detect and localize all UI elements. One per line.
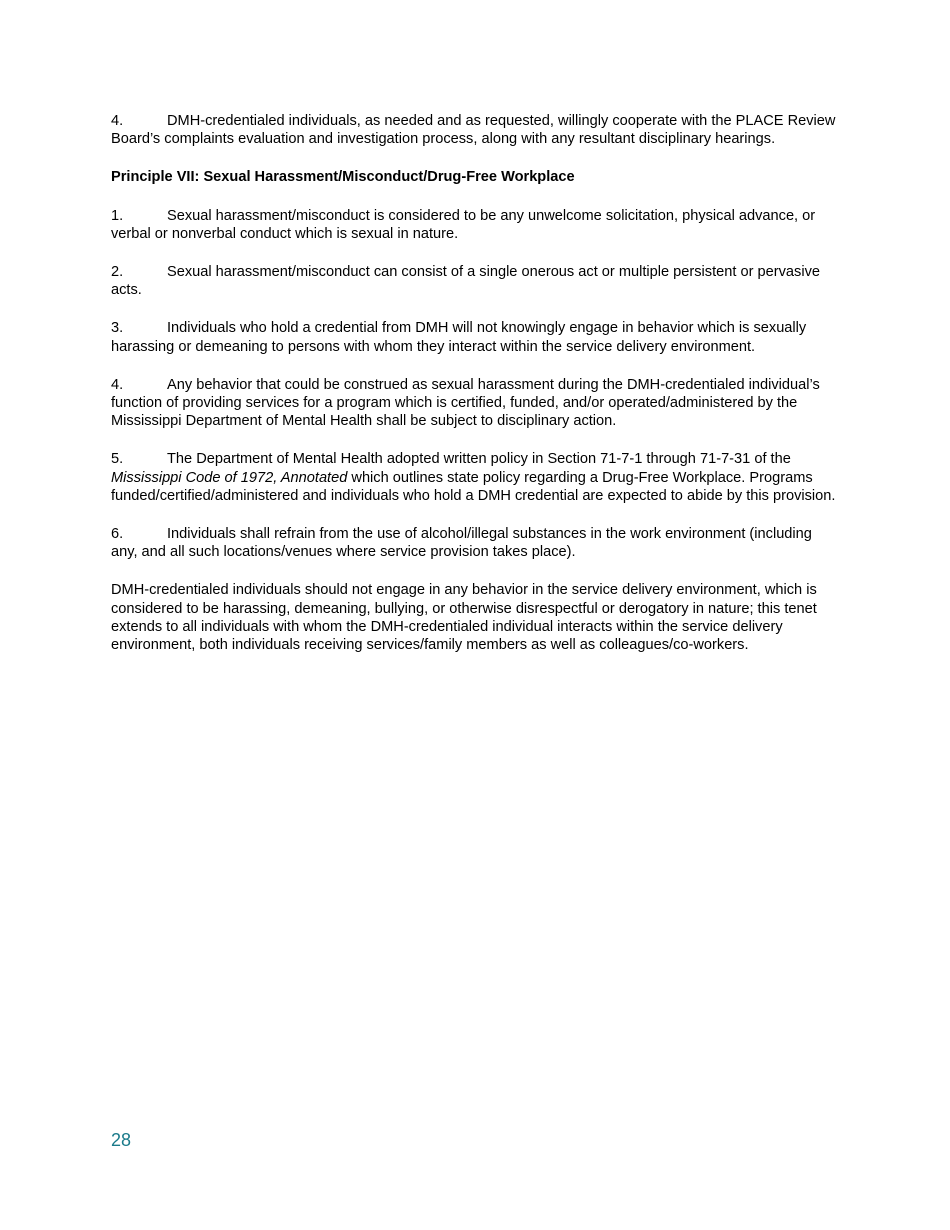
principle-vi-item-4 xyxy=(111,112,841,148)
principle-vii-item-1 xyxy=(111,207,841,243)
page-number: 28 xyxy=(111,1130,132,1150)
principle-vii-item-3 xyxy=(111,319,841,355)
principle-vii-item-6 xyxy=(111,525,841,561)
principle-vii-item-2 xyxy=(111,263,841,299)
item-number: 4. xyxy=(111,376,124,393)
section-heading: Principle VII: Sexual Harassment/Misconduct/Drug-Free Workplace xyxy=(111,169,575,186)
item-text: DMH-credentialed individuals, as needed and as requested, willingly cooperate with the PLACE Review Board’s complaints evaluation and investigation process, along with any resultant disciplinary hearings. xyxy=(111,113,836,148)
item-number: 5. xyxy=(111,451,124,468)
document-body xyxy=(111,112,841,674)
principle-vii-item-4 xyxy=(111,376,841,431)
item-number: 3. xyxy=(111,320,124,337)
item-text-citation: Mississippi Code of 1972, Annotated xyxy=(111,469,348,486)
item-text-part-a: The Department of Mental Health adopted written policy in Section 71-7-1 through 71-7-31 of the xyxy=(167,451,791,468)
item-text: Sexual harassment/misconduct can consist of a single onerous act or multiple persistent or pervasive acts. xyxy=(111,264,820,299)
closing-paragraph: DMH-credentialed individuals should not engage in any behavior in the service delivery environment, which is considered to be harassing, demeaning, bullying, or otherwise disrespectful or derogatory in nature; this tenet extends to all individuals with whom the DMH-credentialed individual interacts within the service delivery environment, both individuals receiving services/family members as well as colleagues/co-workers. xyxy=(111,582,817,654)
item-text: Individuals who hold a credential from DMH will not knowingly engage in behavior which is sexually harassing or demeaning to persons with whom they interact within the service delivery environment. xyxy=(111,320,807,355)
item-number: 1. xyxy=(111,207,124,224)
item-text-part-b: which outlines state policy regarding a Drug-Free Workplace. Programs funded/certified/administered and individuals who hold a DMH credential are expected to abide by this provision. xyxy=(111,469,836,504)
item-text: Sexual harassment/misconduct is considered to be any unwelcome solicitation, physical advance, or verbal or nonverbal conduct which is sexual in nature. xyxy=(111,207,816,242)
principle-vii-item-5 xyxy=(111,450,841,505)
item-number: 4. xyxy=(111,113,124,129)
item-text: Any behavior that could be construed as sexual harassment during the DMH-credentialed individual’s function of providing services for a program which is certified, funded, and/or operated/administered by the Mississippi Department of Mental Health shall be subject to disciplinary action. xyxy=(111,376,820,430)
item-text: Individuals shall refrain from the use of alcohol/illegal substances in the work environment (including any, and all such locations/venues where service provision takes place). xyxy=(111,526,812,561)
item-number: 2. xyxy=(111,264,124,281)
item-number: 6. xyxy=(111,526,124,543)
